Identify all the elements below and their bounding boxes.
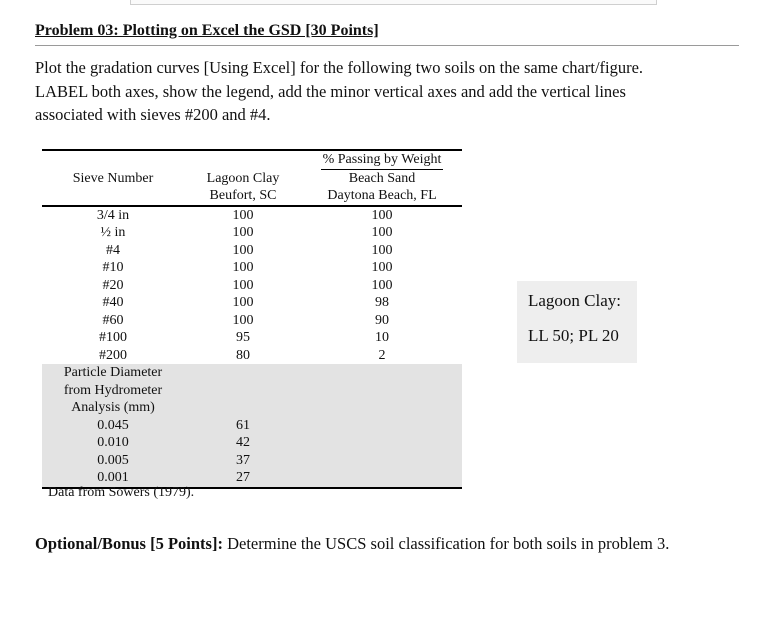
table-cell: 100 (371, 260, 393, 275)
table-cell: 0.010 (42, 434, 184, 452)
table-cell: ½ in (100, 225, 126, 240)
data-source: Data from Sowers (1979). (48, 485, 195, 500)
header-bar (130, 0, 657, 5)
bonus-question (35, 534, 669, 554)
table-header-sieve (42, 150, 184, 170)
table-cell: 100 (232, 312, 254, 328)
table-cell: #200 (99, 347, 127, 363)
lagoon-clay-limits (517, 281, 637, 363)
table-header-passing: % Passing by Weight (302, 150, 462, 170)
table-cell: 90 (375, 312, 389, 328)
table-row (42, 224, 462, 242)
table-cell: 100 (232, 242, 254, 258)
table-cell: 100 (232, 207, 254, 223)
table-row (42, 312, 462, 330)
table-cell: 10 (375, 330, 389, 345)
table-row (42, 259, 462, 277)
table-cell: 100 (371, 242, 393, 258)
table-cell: 0.001 (42, 469, 184, 488)
table-row (42, 242, 462, 260)
instruction-line: Plot the gradation curves [Using Excel] for the following two soils on the same chart/figure. (35, 58, 644, 77)
table-row (42, 434, 462, 452)
hydrometer-label-row (42, 364, 462, 417)
bonus-label: Optional/Bonus [5 Points]: (35, 534, 223, 553)
table-cell: 100 (232, 295, 254, 310)
table-cell: #60 (102, 312, 124, 328)
table-row (42, 452, 462, 470)
hydrometer-label: Particle Diameter from Hydrometer Analysis (mm) (42, 364, 184, 417)
table-cell: 100 (232, 277, 254, 293)
table-cell: 95 (236, 330, 250, 345)
table-row (42, 417, 462, 435)
table-row (42, 277, 462, 295)
table-cell: 100 (232, 260, 254, 275)
side-note-values: LL 50; PL 20 (528, 326, 619, 345)
sieve-number-header: Sieve Number (42, 170, 184, 206)
gradation-table (42, 149, 462, 489)
table-cell: 100 (232, 225, 254, 240)
table-cell: #4 (106, 242, 120, 258)
table-cell: 0.005 (42, 452, 184, 470)
bonus-text: Determine the USCS soil classification for both soils in problem 3. (222, 534, 670, 553)
instruction-line: LABEL both axes, show the legend, add the minor vertical axes and add the vertical lines (35, 81, 626, 101)
table-cell: 80 (236, 347, 250, 363)
table-row (42, 347, 462, 365)
table-cell: 100 (371, 207, 393, 223)
table-row (42, 206, 462, 225)
table-cell: #20 (102, 277, 124, 293)
table-cell: 3/4 in (96, 207, 130, 223)
table-cell: 100 (371, 225, 393, 240)
instructions (35, 56, 735, 127)
lagoon-clay-header: Lagoon Clay Beufort, SC (184, 170, 302, 206)
problem-title: Problem 03: Plotting on Excel the GSD [30 Points] (35, 22, 379, 39)
table-cell: 37 (184, 452, 302, 470)
table-cell: 2 (378, 347, 386, 363)
table-cell: 98 (375, 295, 389, 310)
table-cell: #40 (102, 295, 124, 310)
table-cell: 42 (184, 434, 302, 452)
beach-sand-header: Beach Sand Daytona Beach, FL (302, 170, 462, 206)
table-cell: #10 (102, 260, 124, 275)
table-row (42, 329, 462, 347)
table-cell: 61 (184, 417, 302, 435)
table-row (42, 294, 462, 312)
divider (35, 45, 739, 46)
side-note-title: Lagoon Clay: (528, 291, 622, 310)
table-cell: #100 (99, 330, 127, 345)
table-cell: 100 (371, 277, 393, 293)
instruction-line: associated with sieves #200 and #4. (35, 105, 271, 124)
table-cell: 27 (184, 469, 302, 488)
table-cell: 0.045 (42, 417, 184, 435)
